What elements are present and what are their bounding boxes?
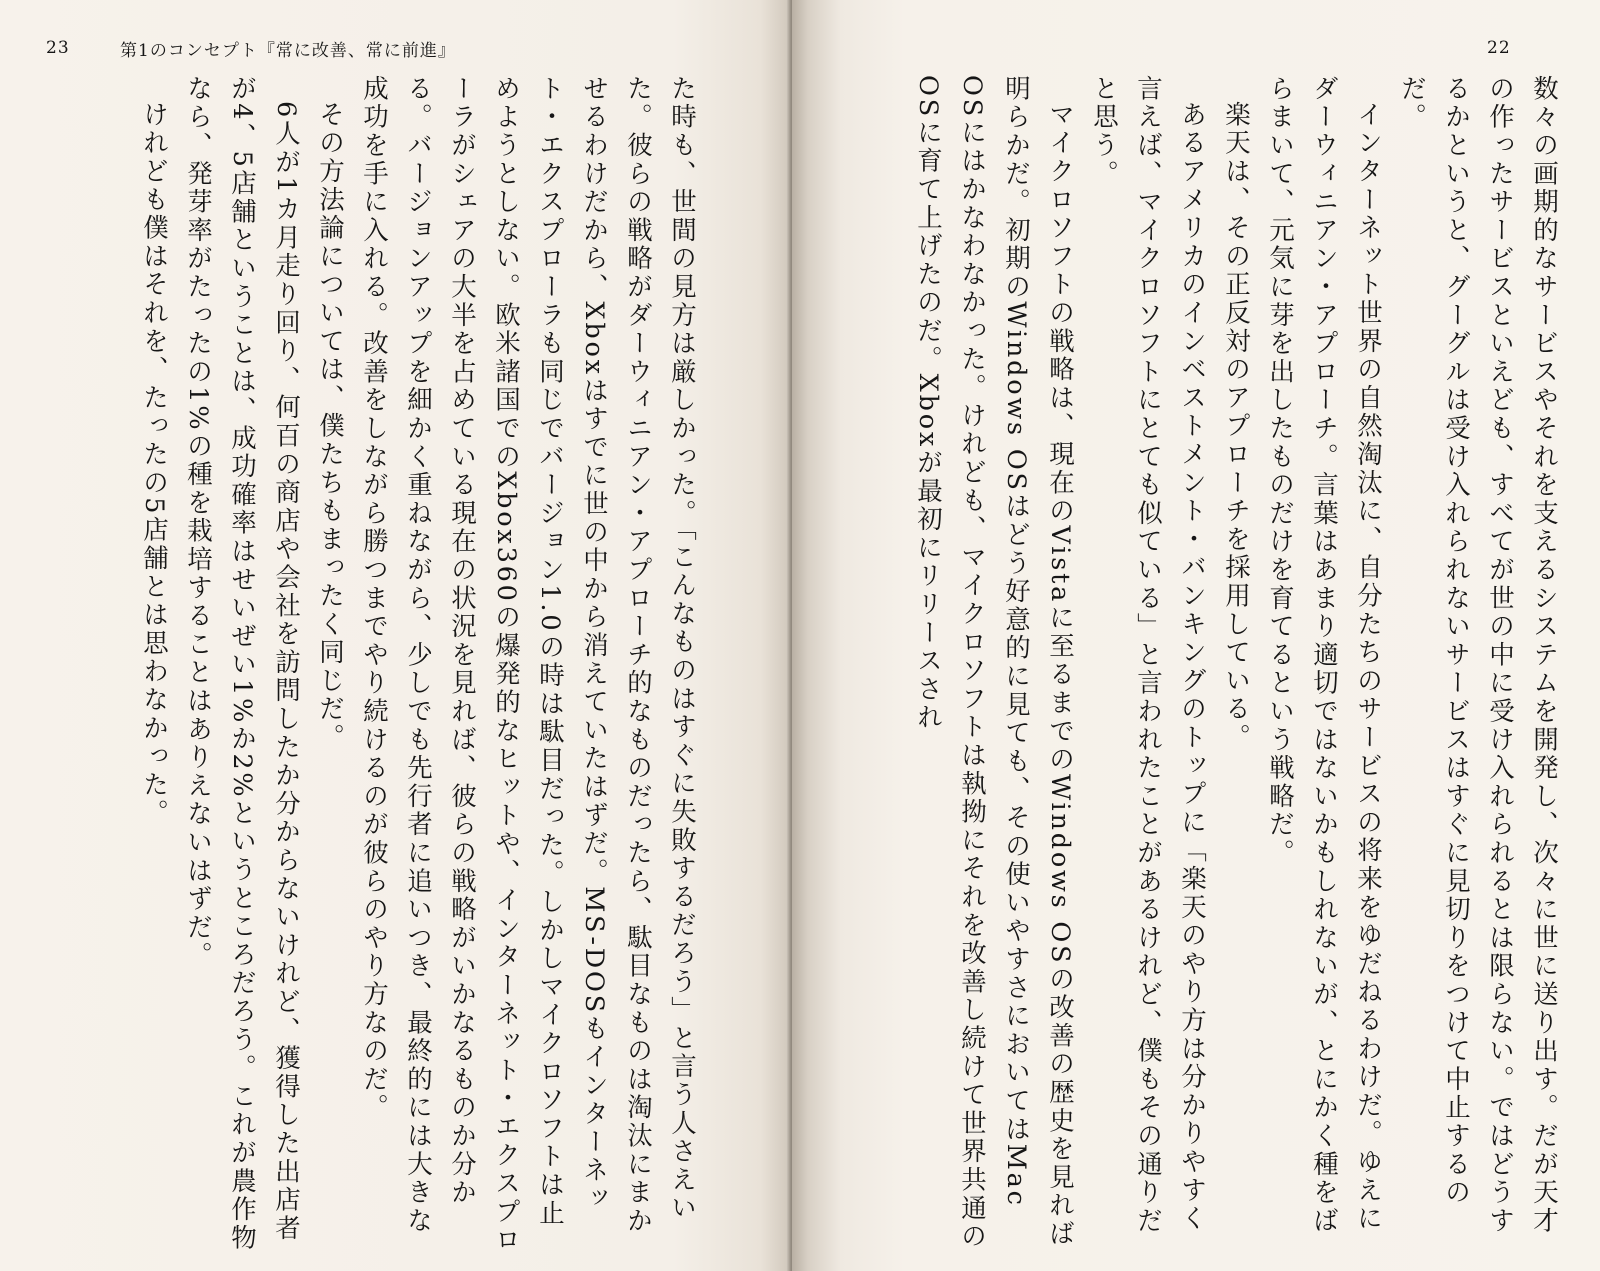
right-page-body — [876, 75, 1566, 1255]
left-paragraph-1: た時も、世間の見方は厳しかった。「こんなものはすぐに失敗するだろう」と言う人さえいた。彼らの戦略がダーウィニアン・アプローチ的なものだったら、駄目なものは淘汰にまかせるわけだから、Xboxはすでに世の中から消えていたはずだ。MS-DOSもインターネット・エクスプローラも同じでバージョン1.0の時は駄目だった。しかしマイクロソフトは止めようとしない。欧米諸国でのXbox360の爆発的なヒットや、インターネット・エクスプローラがシェアの大半を占めている現在の状況を見れば、彼らの戦略がいかなるものか分かる。バージョンアップを細かく重ねながら、少しでも先行者に追いつき、最終的には大きな成功を手に入れる。改善をしながら勝つまでやり続けるのが彼らのやり方なのだ。 — [359, 75, 697, 1255]
left-page-number: 23 — [46, 38, 70, 58]
left-page — [0, 0, 792, 1271]
right-page — [792, 0, 1600, 1271]
left-page-body — [84, 75, 704, 1255]
right-paragraph-1: 数々の画期的なサービスやそれを支えるシステムを開発し、次々に世に送り出す。だが天才の作ったサービスといえども、すべてが世の中に受け入れられるとは限らない。ではどうするかというと、グーグルは受け入れられないサービスはすぐに見切りをつけて中止するのだ。 — [1397, 75, 1559, 1236]
running-head: 第1のコンセプト『常に改善、常に前進』 — [120, 41, 456, 61]
right-paragraph-2: インターネット世界の自然淘汰に、自分たちのサービスの将来をゆだねるわけだ。ゆえにダーウィニアン・アプローチ。言葉はあまり適切ではないかもしれないが、とにかく種をばらまいて、元気に芽を出したものだけを育てるという戦略だ。 — [1265, 75, 1383, 1236]
right-paragraph-5: マイクロソフトの戦略は、現在のVistaに至るまでのWindows OSの改善の歴史を見れば明らかだ。初期のWindows OSはどう好意的に見ても、その使いやすさにおいてはMac OSにはかなわなかった。けれども、マイクロソフトは執拗にそれを改善し続けて世界共通のOSに育て上げたのだ。Xboxが最初にリリースされ — [913, 75, 1075, 1251]
left-paragraph-4: けれども僕はそれを、たったの5店舗とは思わなかった。 — [139, 100, 169, 828]
left-paragraph-3: 6人が1カ月走り回り、何百の商店や会社を訪問したか分からないけれど、獲得した出店者が4、5店舗ということは、成功確率はせいぜい1%か2%というところだろう。これが農作物なら、発芽率がたったの1%の種を栽培することはありえないはずだ。 — [183, 75, 301, 1253]
right-paragraph-4: あるアメリカのインベストメント・バンキングのトップに「楽天のやり方は分かりやすく言えば、マイクロソフトにとても似ている」と言われたことがあるけれど、僕もその通りだと思う。 — [1089, 75, 1207, 1236]
right-paragraph-3: 楽天は、その正反対のアプローチを採用している。 — [1221, 100, 1251, 752]
left-paragraph-2: その方法論については、僕たちもまったく同じだ。 — [315, 100, 345, 752]
right-page-number: 22 — [1487, 38, 1511, 58]
